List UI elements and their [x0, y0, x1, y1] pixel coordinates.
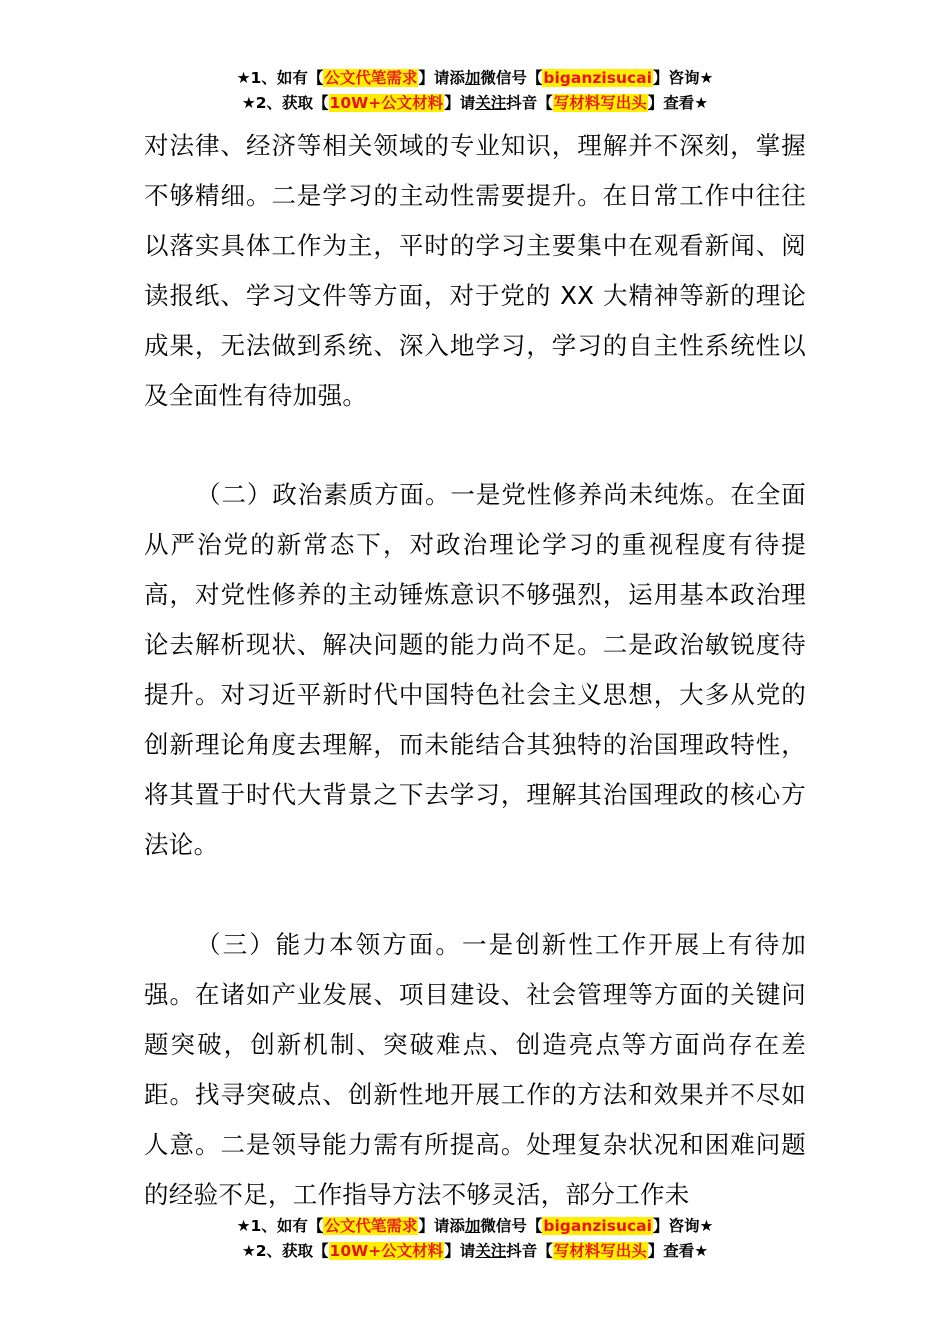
banner-text: ★2、获取【 [241, 1242, 329, 1260]
highlight-wechat-id: biganzisucai [543, 69, 652, 87]
banner-text: 】请添 [418, 69, 465, 87]
banner-text: ★1、如有【 [236, 1217, 324, 1235]
document-paragraph-ability [144, 920, 806, 1220]
banner-text: 】咨询★ [652, 1217, 714, 1235]
paragraph-text: 对法律、经济等相关领域的专业知识，理解并不深刻，掌握不够精细。二是学习的主动性需要提升。在日常工作中往往以落实具体工作为主，平时的学习主要集中在观看新闻、阅读报纸、学习文件等方面，对于党的 XX 大精神等新的理论成果，无法做到系统、深入地学习，学习的自主性系统性以及全面性有待加强。 [144, 131, 806, 410]
banner-text: 】请 [444, 94, 476, 112]
banner-text: ★1、如有【 [236, 69, 324, 87]
highlight-ghostwriting: 公文代笔需求 [324, 1217, 418, 1235]
highlight-ghostwriting: 公文代笔需求 [324, 69, 418, 87]
banner-text: 】查看★ [647, 94, 709, 112]
banner-line-2 [0, 91, 950, 116]
document-paragraph-political [144, 470, 806, 870]
highlight-douyin-account: 写材料写出头 [553, 94, 647, 112]
highlight-douyin-account: 写材料写出头 [553, 1242, 647, 1260]
banner-text: 】查看★ [647, 1242, 709, 1260]
banner-line-2 [0, 1239, 950, 1264]
banner-line-1 [0, 1214, 950, 1239]
footer-banner [0, 1214, 950, 1264]
banner-text: 微信号【 [480, 1217, 543, 1235]
banner-emphasis: 加 [464, 1217, 481, 1235]
banner-text: 】请添 [418, 1217, 465, 1235]
banner-emphasis: 关注 [475, 1242, 507, 1260]
header-banner [0, 66, 950, 116]
paragraph-text: （二）政治素质方面。一是党性修养尚未纯炼。在全面从严治党的新常态下，对政治理论学习的重视程度有待提高，对党性修养的主动锤炼意识不够强烈，运用基本政治理论去解析现状、解决问题的能力尚不足。二是政治敏锐度待提升。对习近平新时代中国特色社会主义思想，大多从党的创新理论角度去理解，而未能结合其独特的治国理政特性，将其置于时代大背景之下去学习，理解其治国理政的核心方法论。 [144, 480, 806, 859]
paragraph-text: （三）能力本领方面。一是创新性工作开展上有待加强。在诸如产业发展、项目建设、社会管理等方面的关键问题突破，创新机制、突破难点、创造亮点等方面尚存在差距。找寻突破点、创新性地开展工作的方法和效果并不尽如人意。二是领导能力需有所提高。处理复杂状况和困难问题的经验不足，工作指导方法不够灵活，部分工作未 [144, 930, 806, 1209]
banner-text: ★2、获取【 [241, 94, 329, 112]
banner-text: 】请 [444, 1242, 476, 1260]
highlight-materials: 10W+公文材料 [329, 1242, 444, 1260]
highlight-wechat-id: biganzisucai [543, 1217, 652, 1235]
document-paragraph-continued [144, 121, 806, 421]
banner-emphasis: 关注 [475, 94, 507, 112]
banner-text: 抖音【 [506, 1242, 553, 1260]
banner-text: 】咨询★ [652, 69, 714, 87]
banner-emphasis: 加 [464, 69, 481, 87]
banner-text: 微信号【 [480, 69, 543, 87]
banner-line-1 [0, 66, 950, 91]
banner-text: 抖音【 [506, 94, 553, 112]
highlight-materials: 10W+公文材料 [329, 94, 444, 112]
